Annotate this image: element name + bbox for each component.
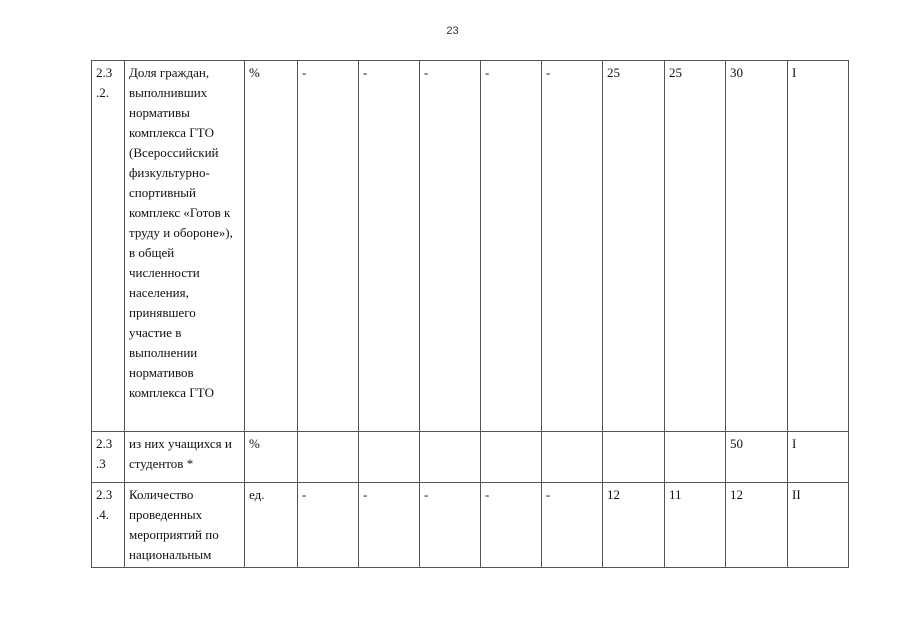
value-cell: - (542, 61, 603, 432)
value-cell: 30 (726, 61, 788, 432)
value-cell: - (359, 61, 420, 432)
value-cell (359, 432, 420, 483)
value-cell: - (542, 483, 603, 568)
value-cell: - (481, 483, 542, 568)
value-cell: 25 (603, 61, 665, 432)
level-cell: II (788, 483, 849, 568)
indicator-name-cell: Количество проведенных мероприятий по национальным (125, 483, 245, 568)
value-cell (665, 432, 726, 483)
value-cell: - (481, 61, 542, 432)
indicator-name-cell: из них учащихся и студентов * (125, 432, 245, 483)
table-row (92, 61, 849, 432)
value-cell (420, 432, 481, 483)
value-cell: - (420, 483, 481, 568)
value-cell: 12 (726, 483, 788, 568)
level-cell: I (788, 432, 849, 483)
unit-cell: % (245, 61, 298, 432)
value-cell: - (420, 61, 481, 432)
indicator-table (91, 60, 849, 568)
table-row (92, 483, 849, 568)
value-cell: 25 (665, 61, 726, 432)
row-number-cell: 2.3 .3 (92, 432, 125, 483)
row-number-cell: 2.3 .4. (92, 483, 125, 568)
value-cell (542, 432, 603, 483)
value-cell (481, 432, 542, 483)
row-number-cell: 2.3 .2. (92, 61, 125, 432)
table-row (92, 432, 849, 483)
value-cell (603, 432, 665, 483)
value-cell: 50 (726, 432, 788, 483)
unit-cell: % (245, 432, 298, 483)
unit-cell: ед. (245, 483, 298, 568)
page-number: 23 (446, 25, 459, 37)
value-cell: 12 (603, 483, 665, 568)
indicator-name-cell: Доля граждан, выполнивших нормативы комплекса ГТО (Всероссийский физкультурно-спортивный комплекс «Готов к труду и обороне»), в общей численности населения, принявшего участие в выполнении нормативов комплекса ГТО (125, 61, 245, 432)
value-cell: - (298, 483, 359, 568)
value-cell: - (298, 61, 359, 432)
value-cell (298, 432, 359, 483)
level-cell: I (788, 61, 849, 432)
value-cell: - (359, 483, 420, 568)
value-cell: 11 (665, 483, 726, 568)
